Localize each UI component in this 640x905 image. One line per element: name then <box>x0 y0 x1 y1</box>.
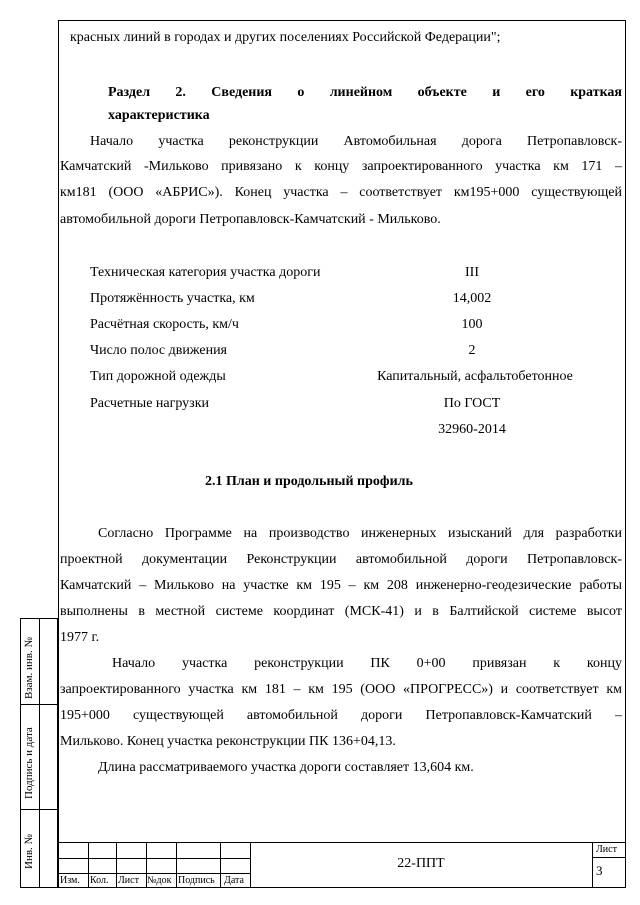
title-block-label: Кол. <box>90 875 109 886</box>
spec-label: Расчётная скорость, км/ч <box>90 317 239 332</box>
spec-label: Техническая категория участка дороги <box>90 265 321 280</box>
spec-value: 14,002 <box>452 291 492 306</box>
stamp-podpis-label: Подпись и дата <box>23 727 35 799</box>
subsection-title: 2.1 План и продольный профиль <box>205 474 413 489</box>
side-stamp-divider <box>21 704 59 705</box>
paragraph-line: Мильково. Конец участка реконструкции ПК 136+04,13. <box>60 734 396 749</box>
title-block-label: Лист <box>118 875 139 886</box>
sheet-number: 3 <box>596 863 603 878</box>
spec-value: III <box>465 265 479 280</box>
paragraph-line: км181 (ООО «АБРИС»). Конец участка – соответствует км195+000 существующей <box>60 185 622 200</box>
spec-value: По ГОСТ <box>443 396 501 411</box>
page-frame <box>58 20 626 888</box>
title-block-label: №док <box>147 875 172 886</box>
title-block-label: Дата <box>224 875 244 886</box>
section-title-cont: характеристика <box>108 108 210 123</box>
spec-label: Протяжённость участка, км <box>90 291 255 306</box>
paragraph-line: запроектированного участка км 181 – км 195 (ООО «ПРОГРЕСС») и соответствует км <box>60 682 622 697</box>
paragraph-line: Камчатский – Мильково на участке км 195 – км 208 инженерно-геодезические работы <box>60 578 622 593</box>
paragraph-line: Начало участка реконструкции ПК 0+00 привязан к концу <box>112 656 622 671</box>
stamp-vzam-label: Взам. инв. № <box>23 637 35 699</box>
side-stamp <box>20 618 58 888</box>
paragraph-line: 1977 г. <box>60 630 100 645</box>
spec-value: 100 <box>461 317 483 332</box>
title-block-label: Изм. <box>60 875 80 886</box>
sheet-label: Лист <box>596 844 617 855</box>
paragraph-line: проектной документации Реконструкции автомобильной дороги Петропавловск- <box>60 552 622 567</box>
document-code: 22-ППТ <box>397 856 445 871</box>
paragraph-line: выполнены в местной системе координат (МСК-41) и в Балтийской системе высот <box>60 604 622 619</box>
spec-label: Расчетные нагрузки <box>90 396 210 411</box>
side-stamp-divider <box>21 809 59 810</box>
text-line: красных линий в городах и других поселениях Российской Федерации"; <box>70 30 501 45</box>
paragraph-line: Начало участка реконструкции Автомобильная дорога Петропавловск- <box>90 134 622 149</box>
section-title: Раздел 2. Сведения о линейном объекте и его краткая <box>108 85 622 100</box>
stamp-inv-label: Инв. № <box>23 833 35 869</box>
paragraph-line: Согласно Программе на производство инженерных изысканий для разработки <box>98 526 622 541</box>
title-block <box>58 842 626 888</box>
paragraph-line: Длина рассматриваемого участка дороги составляет 13,604 км. <box>98 760 474 775</box>
spec-label: Тип дорожной одежды <box>90 369 226 384</box>
spec-value: 2 <box>468 343 476 358</box>
spec-value: Капитальный, асфальтобетонное <box>377 369 573 384</box>
paragraph-line: Камчатский -Мильково привязано к концу запроектированного участка км 171 – <box>60 159 622 174</box>
title-block-label: Подпись <box>178 875 215 886</box>
spec-label: Число полос движения <box>90 343 227 358</box>
paragraph-line: 195+000 существующей автомобильной дороги Петропавловск-Камчатский – <box>60 708 622 723</box>
paragraph-line: автомобильной дороги Петропавловск-Камчатский - Мильково. <box>60 212 441 227</box>
spec-value-cont: 32960-2014 <box>438 422 506 437</box>
